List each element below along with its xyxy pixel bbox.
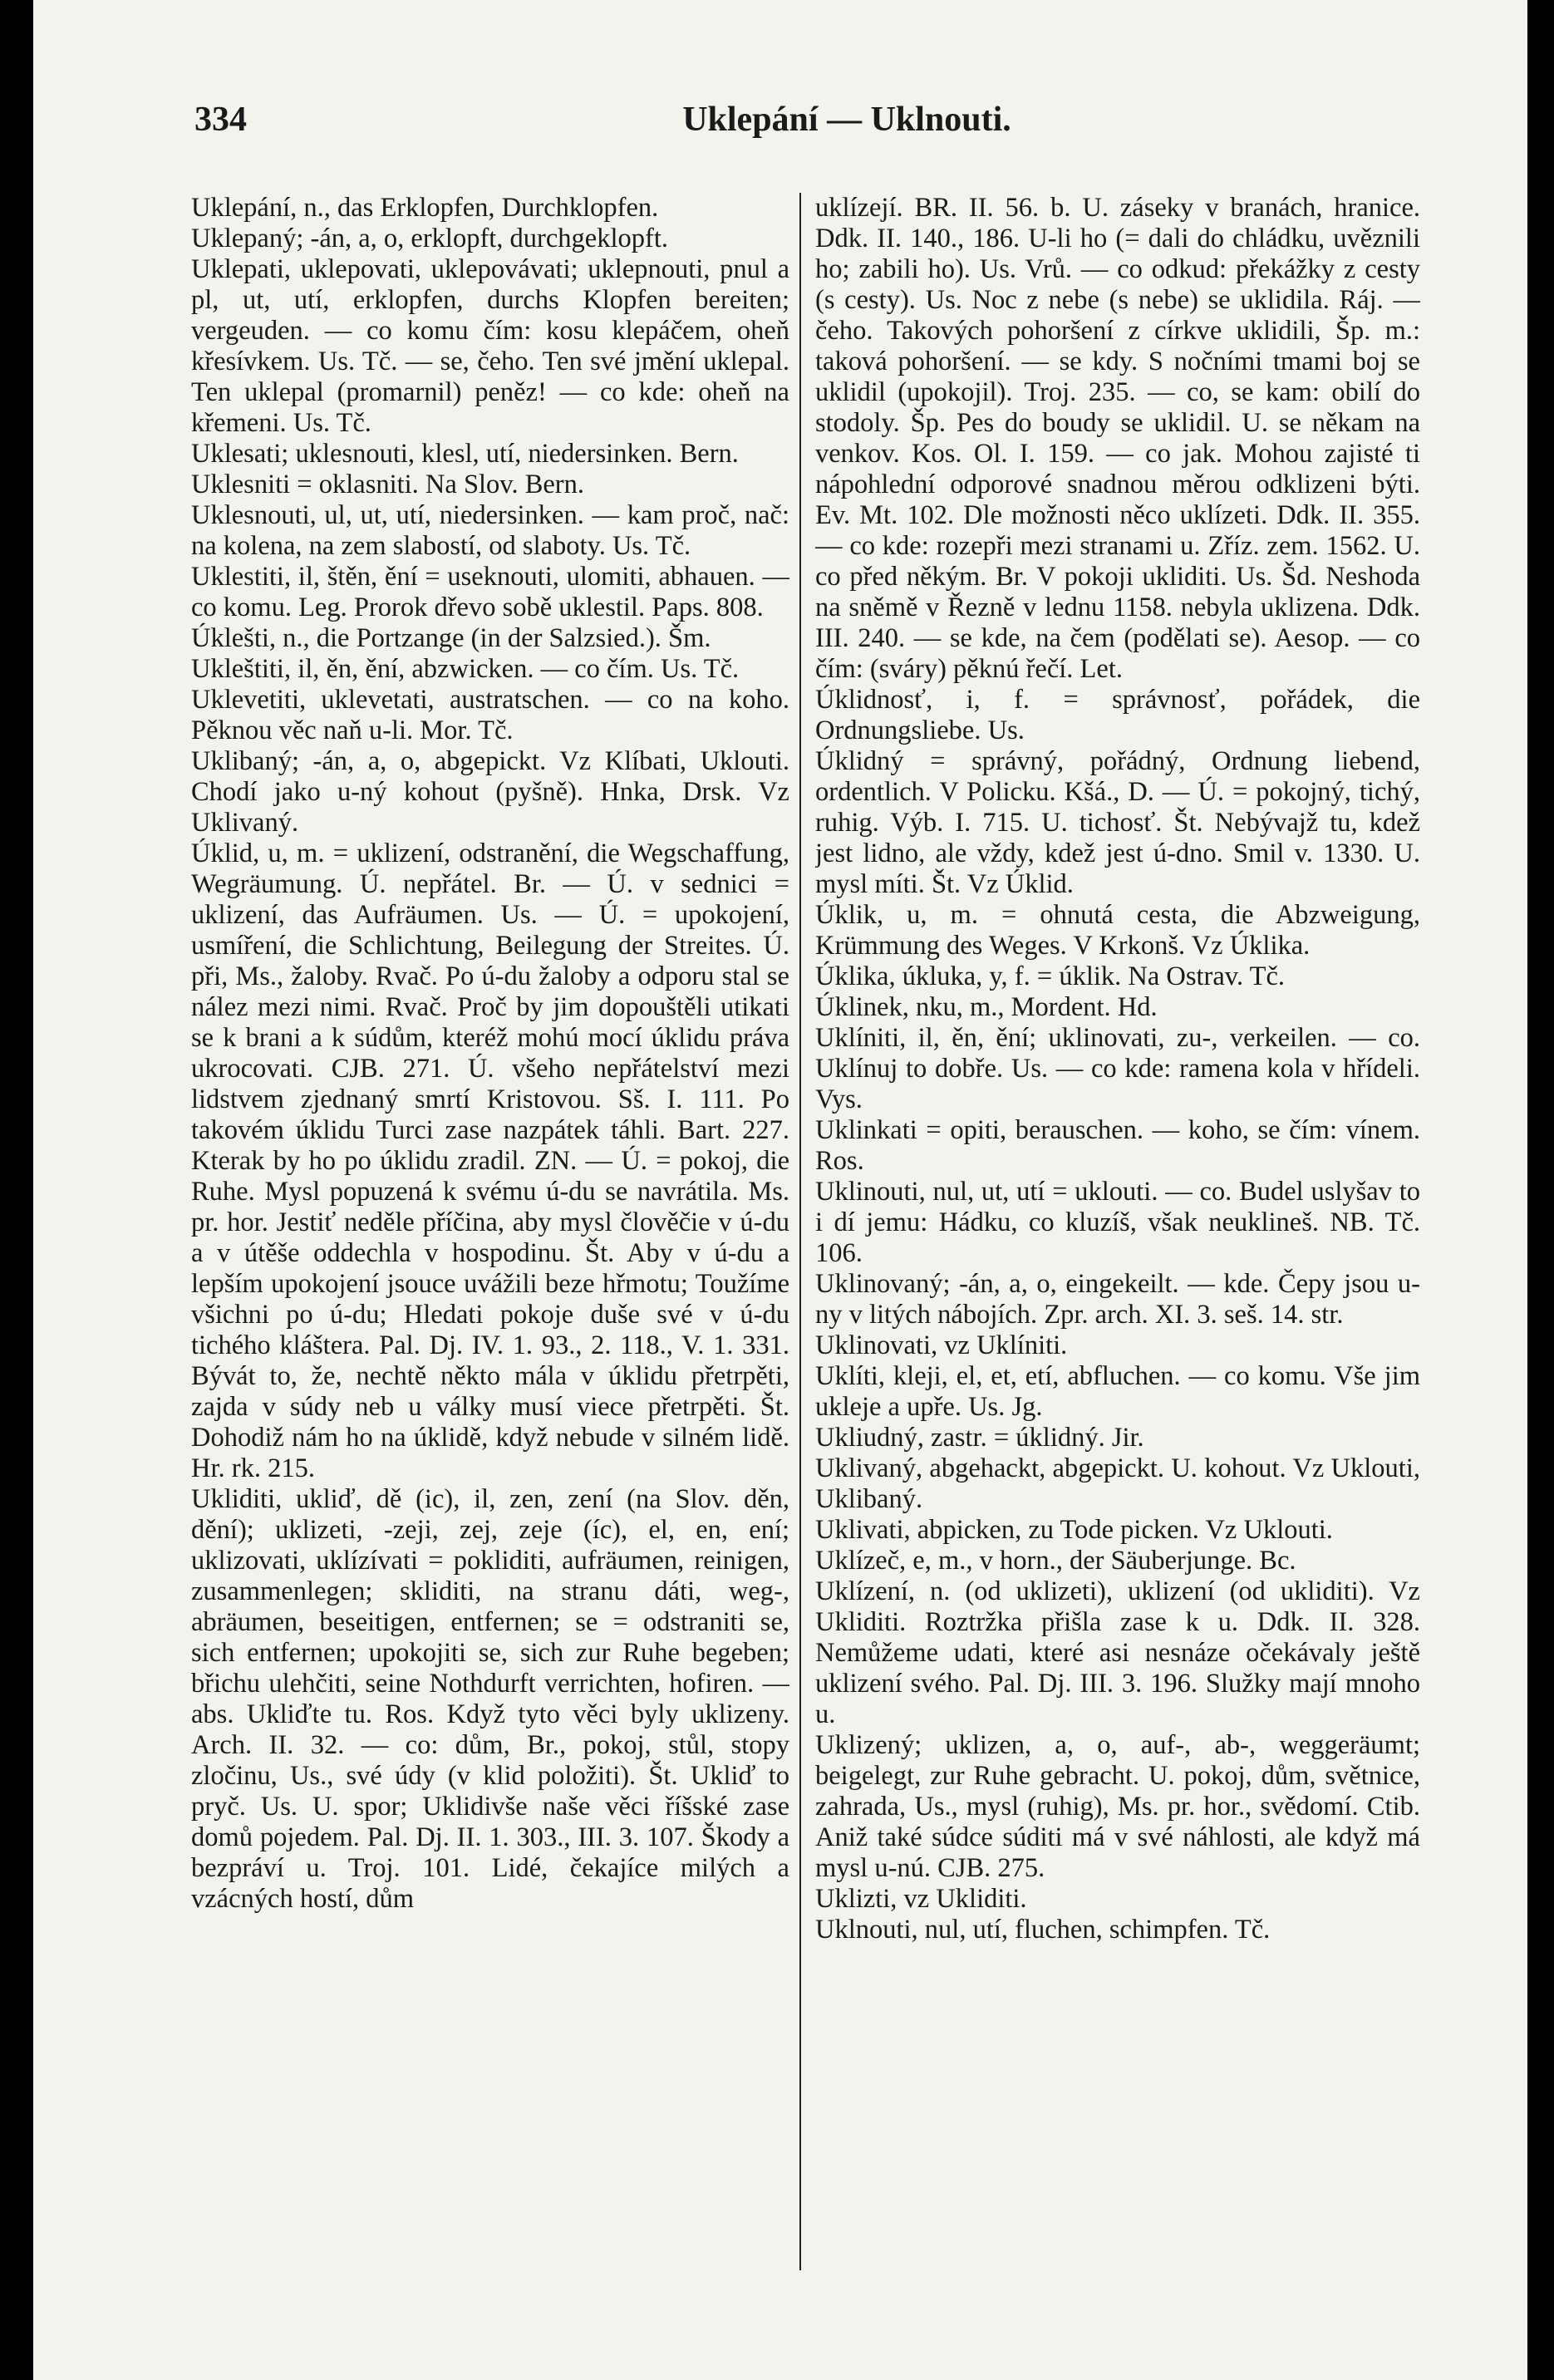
dictionary-entry: Uklivaný, abgehackt, abgepickt. U. kohout. Vz Uklouti, Uklibaný.	[815, 1453, 1420, 1514]
dictionary-entry: uklízejí. BR. II. 56. b. U. záseky v branách, hranice. Ddk. II. 140., 186. U-li ho (= dali do chládku, uvěznili ho; zabili ho). Us. Vrů. — co odkud: překážky z cesty (s cesty). Us. Noc z nebe (s nebe) se uklidila. Ráj. — čeho. Takových pohoršení z církve uklidili, Šp. m.: taková pohoršení. — se kdy. S nočními tmami boj se uklidil (upokojil). Troj. 235. — co, se kam: obilí do stodoly. Šp. Pes do boudy se uklidil. U. se někam na venkov. Kos. Ol. I. 159. — co jak. Mohou zajisté ti nápohlední odporové snadnou měrou odklizeni býti. Ev. Mt. 102. Dle možnosti něco uklízeti. Ddk. II. 355. — co kde: rozepři mezi stranami u. Zříz. zem. 1562. U. co před někým. Br. V pokoji ukliditi. Us. Šd. Neshoda na sněmě v Řezně v lednu 1158. nebyla uklizena. Ddk. III. 240. — se kde, na čem (podělati se). Aesop. — co čím: (sváry) pěknú řečí. Let.	[815, 193, 1420, 684]
right-column	[815, 193, 1420, 2320]
dictionary-entry: Úklidný = správný, pořádný, Ordnung liebend, ordentlich. V Policku. Kšá., D. — Ú. = pokojný, tichý, ruhig. Výb. I. 715. U. tichosť. Št. Nebývajž tu, kdež jest lidno, ale vždy, kdež jest ú-dno. Smil v. 1330. U. mysl míti. Št. Vz Úklid.	[815, 746, 1420, 899]
dictionary-entry: Uklizti, vz Ukliditi.	[815, 1884, 1027, 1914]
dictionary-entry: Úklid, u, m. = uklizení, odstranění, die Wegschaffung, Wegräumung. Ú. nepřátel. Br. — Ú. v sednici = uklizení, das Aufräumen. Us. — Ú. = upokojení, usmíření, die Schlichtung, Beilegung der Streites. Ú. při, Ms., žaloby. Rvač. Po ú-du žaloby a odporu stal se nález mezi nimi. Rvač. Proč by jim dopouštěli utikati se k brani a k súdům, kteréž mohú mocí úklidu práva ukrocovati. CJB. 271. Ú. všeho nepřátelství mezi lidstvem zjednaný smrtí Kristovou. Sš. I. 111. Po takovém úklidu Turci zase nazpátek táhli. Bart. 227. Kterak by ho po úklidu zradil. ZN. — Ú. = pokoj, die Ruhe. Mysl popuzená k svému ú-du se navrátila. Ms. pr. hor. Jestiť neděle příčina, aby mysl člověčie v ú-du a v útěše oddechla v hospodinu. Št. Aby v ú-du a lepším upokojení jsouce uvážili beze hřmotu; Toužíme všichni po ú-du; Hledati pokoje duše své v ú-du tichého kláštera. Pal. Dj. IV. 1. 93., 2. 118., V. 1. 331. Bývát to, že, nechtě někto mála v úklidu přetrpěti, zajda v súdy neb u války musí viece přetrpěti. Št. Dohodiž nám ho na úklidě, když nebude v silném lidě. Hr. rk. 215.	[191, 838, 789, 1483]
dictionary-entry: Uklinouti, nul, ut, utí = uklouti. — co. Budel uslyšav to i dí jemu: Hádku, co kluzíš, však neuklineš. NB. Tč. 106.	[815, 1177, 1420, 1268]
dictionary-entry: Uklesniti = oklasniti. Na Slov. Bern.	[191, 470, 584, 499]
dictionary-entry: Uklesnouti, ul, ut, utí, niedersinken. — kam proč, nač: na kolena, na zem slabostí, od slaboty. Us. Tč.	[191, 500, 789, 561]
dictionary-entry: Ukleštiti, il, ěn, ění, abzwicken. — co čím. Us. Tč.	[191, 654, 740, 684]
running-title: Uklepání — Uklnouti.	[682, 101, 1011, 139]
dictionary-entry: Ukliditi, ukliď, dě (ic), il, zen, zení (na Slov. děn, dění); uklizeti, -zeji, zej, zeje (íc), el, en, ení; uklizovati, uklízívati = pokliditi, aufräumen, reinigen, zusammenlegen; skliditi, na stranu dáti, weg-, abräumen, beseitigen, entfernen; se = odstraniti se, sich entfernen; upokojiti se, sich zur Ruhe begeben; břichu ulehčiti, seine Nothdurft verrichten, hofiren. — abs. Ukliďte tu. Ros. Když tyto věci byly uklizeny. Arch. II. 32. — co: dům, Br., pokoj, stůl, stopy zločinu, Us., své údy (v klid položiti). Št. Ukliď to pryč. Us. U. spor; Uklidivše naše věci říšské zase domů pojedem. Pal. Dj. II. 1. 303., III. 3. 107. Škody a bezpráví u. Troj. 101. Lidé, čekajíce milých a vzácných hostí, dům	[191, 1484, 789, 1914]
dictionary-entry: Uklízení, n. (od uklizeti), uklizení (od ukliditi). Vz Ukliditi. Roztržka přišla zase k u. Ddk. II. 328. Nemůžeme udati, které asi nesnáze očekávaly ještě uklizení svého. Pal. Dj. III. 3. 196. Služky mají mnoho u.	[815, 1576, 1420, 1729]
dictionary-entry: Uklnouti, nul, utí, fluchen, schimpfen. Tč.	[815, 1915, 1271, 1945]
dictionary-entry: Uklivati, abpicken, zu Tode picken. Vz Uklouti.	[815, 1515, 1333, 1545]
dictionary-entry: Uklinkati = opiti, berauschen. — koho, se čím: vínem. Ros.	[815, 1115, 1420, 1176]
dictionary-entry: Uklízeč, e, m., v horn., der Säuberjunge. Bc.	[815, 1546, 1296, 1576]
column-divider	[799, 193, 801, 2270]
scanned-page	[33, 0, 1527, 2380]
dictionary-entry: Uklinovaný; -án, a, o, eingekeilt. — kde. Čepy jsou u-ny v litých nábojích. Zpr. arch. XI. 3. seš. 14. str.	[815, 1269, 1420, 1330]
dictionary-entry: Uklesati; uklesnouti, klesl, utí, niedersinken. Bern.	[191, 439, 739, 469]
dictionary-entry: Uklepati, uklepovati, uklepovávati; uklepnouti, pnul a pl, ut, utí, erklopfen, durchs Klopfen bereiten; vergeuden. — co komu čím: kosu klepáčem, oheň křesívkem. Us. Tč. — se, čeho. Ten své jmění uklepal. Ten uklepal (promarnil) peněz! — co kde: oheň na křemeni. Us. Tč.	[191, 254, 789, 438]
dictionary-entry: Uklepaný; -án, a, o, erklopft, durchgeklopft.	[191, 224, 668, 253]
dictionary-entry: Úklinek, nku, m., Mordent. Hd.	[815, 992, 1158, 1022]
dictionary-entry: Uklíti, kleji, el, et, etí, abfluchen. — co komu. Vše jim ukleje a upře. Us. Jg.	[815, 1361, 1420, 1422]
dictionary-entry: Uklevetiti, uklevetati, austratschen. — co na koho. Pěknou věc naň u-li. Mor. Tč.	[191, 685, 789, 745]
dictionary-entry: Úklik, u, m. = ohnutá cesta, die Abzweigung, Krümmung des Weges. V Krkonš. Vz Úklika.	[815, 900, 1420, 961]
dictionary-entry: Uklepání, n., das Erklopfen, Durchklopfen.	[191, 193, 659, 223]
dictionary-entry: Uklizený; uklizen, a, o, auf-, ab-, weggeräumt; beigelegt, zur Ruhe gebracht. U. pokoj, dům, světnice, zahrada, Us., mysl (ruhig), Ms. pr. hor., svědomí. Ctib. Aniž také súdce súditi má v své náhlosti, ale když má mysl u-nú. CJB. 275.	[815, 1730, 1420, 1883]
dictionary-entry: Uklinovati, vz Uklíniti.	[815, 1330, 1068, 1360]
dictionary-entry: Uklibaný; -án, a, o, abgepickt. Vz Klíbati, Uklouti. Chodí jako u-ný kohout (pyšně). Hnka, Drsk. Vz Uklivaný.	[191, 746, 789, 838]
dictionary-entry: Ukliudný, zastr. = úklidný. Jir.	[815, 1423, 1144, 1453]
page-header	[194, 100, 1499, 166]
dictionary-entry: Uklíniti, il, ěn, ění; uklinovati, zu-, verkeilen. — co. Uklínuj to dobře. Us. — co kde: ramena kola v hřídeli. Vys.	[815, 1023, 1420, 1114]
left-column	[191, 193, 789, 2320]
dictionary-entry: Úklešti, n., die Portzange (in der Salzsied.). Šm.	[191, 623, 711, 653]
page-number: 334	[194, 101, 247, 139]
dictionary-entry: Úklidnosť, i, f. = správnosť, pořádek, die Ordnungsliebe. Us.	[815, 685, 1420, 745]
dictionary-entry: Uklestiti, il, štěn, ění = useknouti, ulomiti, abhauen. — co komu. Leg. Prorok dřevo sobě uklestil. Paps. 808.	[191, 562, 789, 622]
dictionary-entry: Úklika, úkluka, y, f. = úklik. Na Ostrav. Tč.	[815, 961, 1286, 991]
